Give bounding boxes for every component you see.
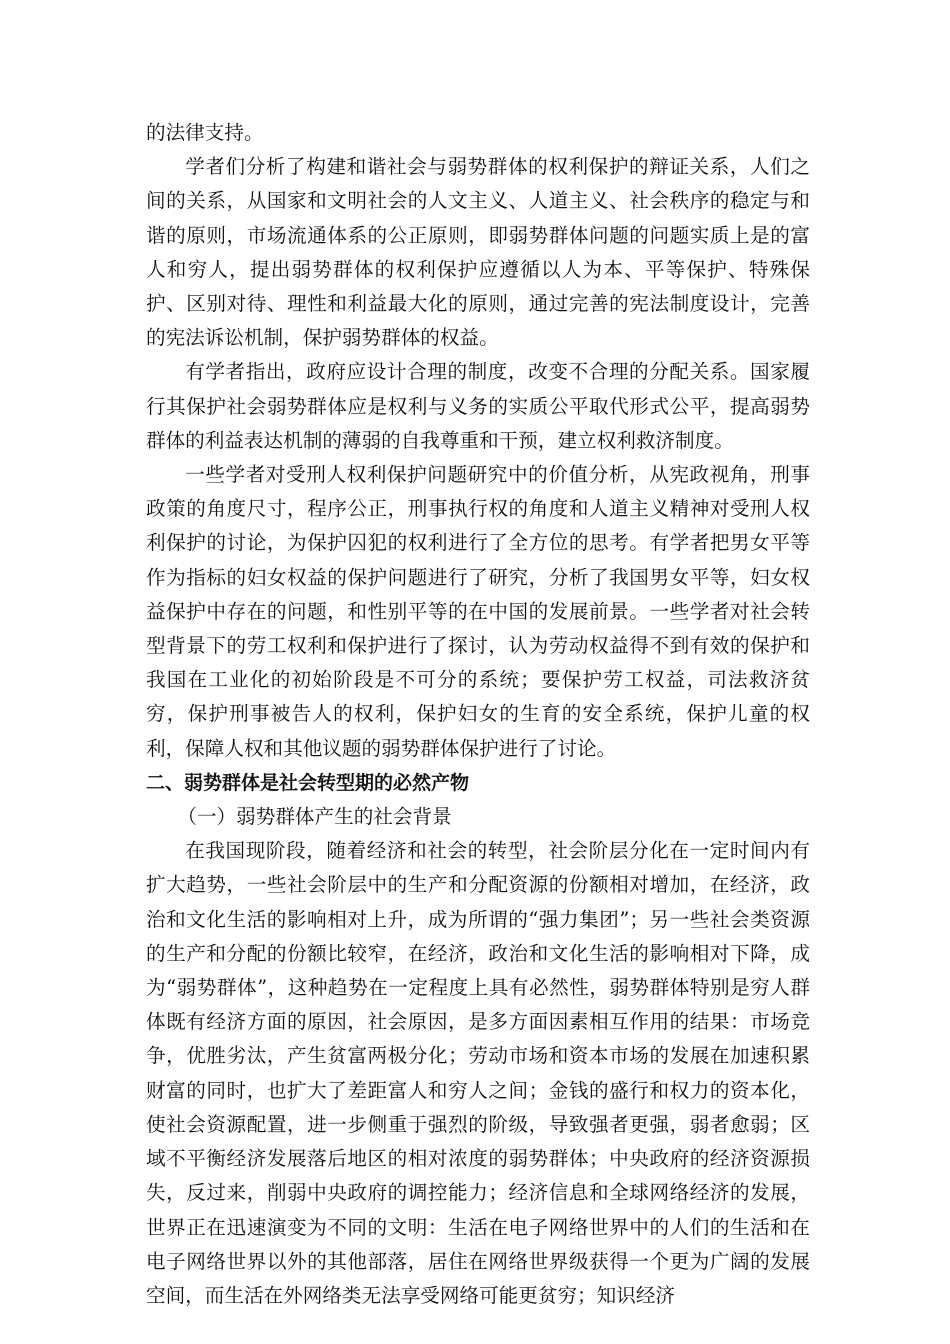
paragraph-prisoner-rights: 一些学者对受刑人权利保护问题研究中的价值分析，从宪政视角，刑事政策的角度尺寸，程序公正，刑事执行权的角度和人道主义精神对受刑人权利保护的讨论，为保护囚犯的权利进行了全方位的思考。有学者把男女平等作为指标的妇女权益的保护问题进行了研究，分析了我国男女平等，妇女权益保护中存在的问题，和性别平等的在中国的发展前景。一些学者对社会转型背景下的劳工权利和保护进行了探讨，认为劳动权益得不到有效的保护和我国在工业化的初始阶段是不可分的系统；要保护劳工权益，司法救济贫穷，保护刑事被告人的权利，保护妇女的生育的安全系统，保护儿童的权利，保障人权和其他议题的弱势群体保护进行了讨论。	[146, 463, 810, 760]
paragraph-social-background: 在我国现阶段，随着经济和社会的转型，社会阶层分化在一定时间内有扩大趋势，一些社会阶层中的生产和分配资源的份额相对增加，在经济，政治和文化生活的影响相对上升，成为所谓的“强力集团”；另一些社会类资源的生产和分配的份额比较窄，在经济，政治和文化生活的影响相对下降，成为“弱势群体”，这种趋势在一定程度上具有必然性，弱势群体特别是穷人群体既有经济方面的原因，社会原因，是多方面因素相互作用的结果：市场竞争，优胜劣汰，产生贫富两极分化；劳动市场和资本市场的发展在加速积累财富的同时，也扩大了差距富人和穷人之间；金钱的盛行和权力的资本化，使社会资源配置，进一步侧重于强烈的阶级，导致强者更强，弱者愈弱；区域不平衡经济发展落后地区的相对浓度的弱势群体；中央政府的经济资源损失，反过来，削弱中央政府的调控能力；经济信息和全球网络经济的发展，世界正在迅速演变为不同的文明：生活在电子网络世界中的人们的生活和在电子网络世界以外的其他部落，居住在网络世界级获得一个更为广阔的发展空间，而生活在外网络类无法享受网络可能更贫穷；知识经济	[146, 839, 810, 1307]
section-heading: 二、弱势群体是社会转型期的必然产物	[146, 771, 470, 794]
paragraph-government-system: 有学者指出，政府应设计合理的制度，改变不合理的分配关系。国家履行其保护社会弱势群体应是权利与义务的实质公平取代形式公平，提高弱势群体的利益表达机制的薄弱的自我尊重和干预，建立权利救济制度。	[146, 360, 810, 452]
paragraph-continuation: 的法律支持。	[146, 121, 264, 144]
document-body	[146, 116, 810, 1313]
paragraph-harmonious-society: 学者们分析了构建和谐社会与弱势群体的权利保护的辩证关系，人们之间的关系，从国家和文明社会的人文主义、人道主义、社会秩序的稳定与和谐的原则，市场流通体系的公正原则，即弱势群体问题的问题实质上是的富人和穷人，提出弱势群体的权利保护应遵循以人为本、平等保护、特殊保护、区别对待、理性和利益最大化的原则，通过完善的宪法制度设计，完善的宪法诉讼机制，保护弱势群体的权益。	[146, 155, 810, 350]
subsection-heading: （一）弱势群体产生的社会背景	[177, 805, 452, 829]
